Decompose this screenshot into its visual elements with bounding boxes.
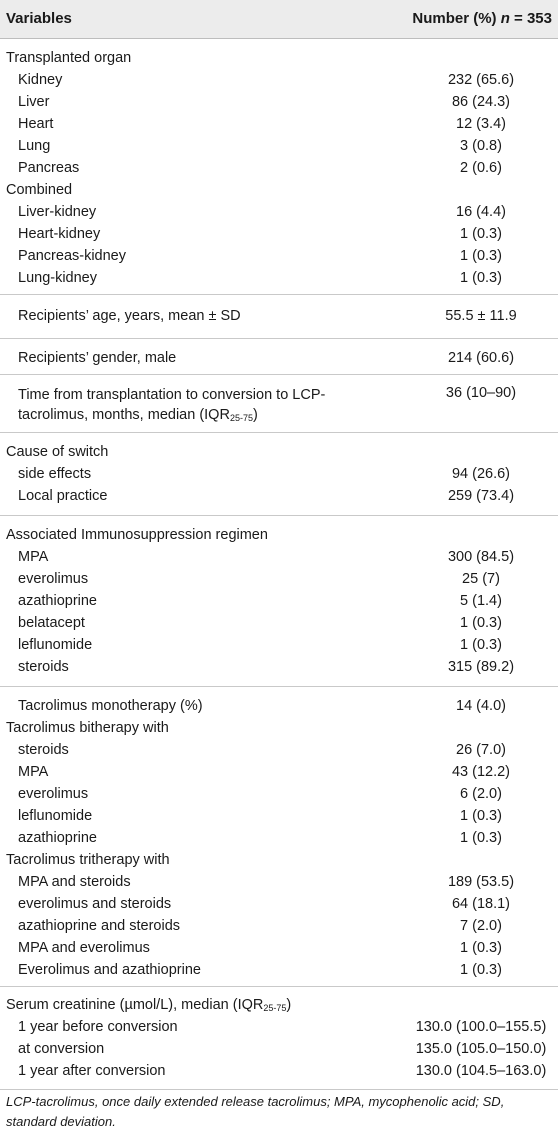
header-number-label: Number (%): [412, 10, 501, 27]
table-row: [0, 569, 558, 591]
row-label: Everolimus and azathioprine: [18, 962, 201, 978]
table-row: [0, 872, 558, 894]
row-label: Associated Immunosuppression regimen: [6, 527, 268, 543]
row-label: azathioprine and steroids: [18, 918, 181, 934]
row-label: Lung-kidney: [18, 270, 97, 286]
divider: [0, 374, 558, 375]
row-value: 259 (73.4): [447, 488, 515, 504]
table-row: [0, 158, 558, 180]
table-row: [0, 486, 558, 508]
row-label: Tacrolimus tritherapy with: [6, 852, 170, 868]
table-row: [0, 348, 558, 370]
table-row: [0, 464, 558, 486]
row-value: 26 (7.0): [456, 742, 506, 758]
row-label: [18, 385, 348, 428]
table-row: [0, 525, 558, 547]
row-value: 6 (2.0): [460, 786, 502, 802]
row-label-close: ): [252, 407, 258, 423]
row-value: 1 (0.3): [460, 830, 502, 846]
table-row: [0, 202, 558, 224]
header-number: [412, 10, 552, 27]
table-row: [0, 92, 558, 114]
row-value: 189 (53.5): [447, 874, 515, 890]
row-label: steroids: [18, 659, 69, 675]
table-row: [0, 1061, 558, 1083]
table-row: [0, 306, 558, 328]
row-value: 64 (18.1): [451, 896, 511, 912]
row-label: Cause of switch: [6, 444, 109, 460]
table-row: [0, 442, 558, 464]
table-row: [0, 718, 558, 740]
table-row: [0, 224, 558, 246]
row-value: 1 (0.3): [460, 637, 502, 653]
row-value: 1 (0.3): [460, 226, 502, 242]
table-row: [0, 995, 558, 1017]
row-value: 1 (0.3): [460, 270, 502, 286]
header-n-value: = 353: [509, 10, 552, 27]
row-value: 130.0 (104.5–163.0): [415, 1063, 547, 1079]
row-label: azathioprine: [18, 830, 97, 846]
row-value: 135.0 (105.0–150.0): [415, 1041, 547, 1057]
row-label: Tacrolimus monotherapy (%): [18, 698, 203, 714]
table-row: [0, 48, 558, 70]
table-row: [0, 383, 558, 427]
row-value: 1 (0.3): [460, 940, 502, 956]
table-row: [0, 635, 558, 657]
row-value: 14 (4.0): [456, 698, 506, 714]
row-value: 1 (0.3): [460, 962, 502, 978]
row-label: Transplanted organ: [6, 50, 132, 66]
row-value: 1 (0.3): [460, 248, 502, 264]
row-label: MPA and steroids: [18, 874, 131, 890]
row-value: 232 (65.6): [447, 72, 515, 88]
table-row: [0, 180, 558, 202]
table-row: [0, 657, 558, 679]
table-row: [0, 762, 558, 784]
table-header: [0, 0, 558, 39]
row-label: Liver-kidney: [18, 204, 97, 220]
row-label: 1 year after conversion: [18, 1063, 166, 1079]
row-label: leflunomide: [18, 808, 93, 824]
row-label-text: Serum creatinine (µmol/L), median (IQR: [6, 997, 264, 1013]
table-row: [0, 1017, 558, 1039]
row-label: everolimus and steroids: [18, 896, 172, 912]
row-label: belatacept: [18, 615, 85, 631]
row-label: 1 year before conversion: [18, 1019, 178, 1035]
divider: [0, 515, 558, 516]
table-row: [0, 591, 558, 613]
row-label: steroids: [18, 742, 69, 758]
row-value: 7 (2.0): [460, 918, 502, 934]
row-value: 3 (0.8): [460, 138, 502, 154]
divider: [0, 294, 558, 295]
row-value: 2 (0.6): [460, 160, 502, 176]
table-row: [0, 850, 558, 872]
table-row: [0, 268, 558, 290]
table-row: [0, 613, 558, 635]
table-row: [0, 806, 558, 828]
row-label-text: Time from transplantation to conversion to LCP-tacrolimus, months, median (IQR: [18, 387, 326, 423]
row-label: everolimus: [18, 571, 89, 587]
row-label: everolimus: [18, 786, 89, 802]
row-label: Liver: [18, 94, 50, 110]
table-row: [0, 696, 558, 718]
divider: [0, 686, 558, 687]
row-label: Pancreas: [18, 160, 80, 176]
row-value: 94 (26.6): [451, 466, 511, 482]
row-label: MPA: [18, 764, 49, 780]
divider: [0, 338, 558, 339]
divider: [0, 986, 558, 987]
row-label: Pancreas-kidney: [18, 248, 126, 264]
table-row: [0, 784, 558, 806]
header-n: n: [500, 10, 510, 27]
table-row: [0, 246, 558, 268]
table-row: [0, 1039, 558, 1061]
table-row: [0, 114, 558, 136]
row-label: Tacrolimus bitherapy with: [6, 720, 169, 736]
row-value: 12 (3.4): [456, 116, 506, 132]
row-value: 43 (12.2): [451, 764, 511, 780]
row-label: at conversion: [18, 1041, 105, 1057]
row-value: 55.5 ± 11.9: [445, 308, 517, 324]
row-label: [6, 997, 291, 1013]
table-row: [0, 740, 558, 762]
row-value: 16 (4.4): [456, 204, 506, 220]
table-footnote: LCP-tacrolimus, once daily extended release tacrolimus; MPA, mycophenolic acid; SD, standard deviation.: [6, 1094, 505, 1129]
divider: [0, 1089, 558, 1090]
table-row: [0, 70, 558, 92]
row-label: Lung: [18, 138, 51, 154]
row-value: 214 (60.6): [447, 350, 515, 366]
table-row: [0, 547, 558, 569]
divider: [0, 432, 558, 433]
row-label-close: ): [286, 997, 292, 1013]
row-value: 25 (7): [462, 571, 500, 587]
row-label: side effects: [18, 466, 92, 482]
table-row: [0, 894, 558, 916]
row-label: azathioprine: [18, 593, 97, 609]
row-label: MPA: [18, 549, 49, 565]
table-row: [0, 960, 558, 982]
row-label: Local practice: [18, 488, 108, 504]
table-row: [0, 136, 558, 158]
row-value: 315 (89.2): [447, 659, 515, 675]
row-value: 130.0 (100.0–155.5): [415, 1019, 547, 1035]
row-value: 86 (24.3): [451, 94, 511, 110]
row-label: MPA and everolimus: [18, 940, 150, 956]
table-row: [0, 916, 558, 938]
table-row: [0, 828, 558, 850]
row-label-sub: 25-75: [263, 1003, 287, 1013]
row-value: 5 (1.4): [460, 593, 502, 609]
row-label: Heart: [18, 116, 54, 132]
row-value: 36 (10–90): [445, 385, 517, 401]
row-value: 300 (84.5): [447, 549, 515, 565]
row-label: Recipients’ age, years, mean ± SD: [18, 308, 241, 324]
row-label-sub: 25-75: [229, 413, 253, 423]
row-value: 1 (0.3): [460, 808, 502, 824]
row-label: Recipients’ gender, male: [18, 350, 177, 366]
row-value: 1 (0.3): [460, 615, 502, 631]
row-label: Combined: [6, 182, 73, 198]
row-label: leflunomide: [18, 637, 93, 653]
header-variables: Variables: [6, 10, 72, 27]
table-row: [0, 938, 558, 960]
row-label: Heart-kidney: [18, 226, 101, 242]
row-label: Kidney: [18, 72, 63, 88]
